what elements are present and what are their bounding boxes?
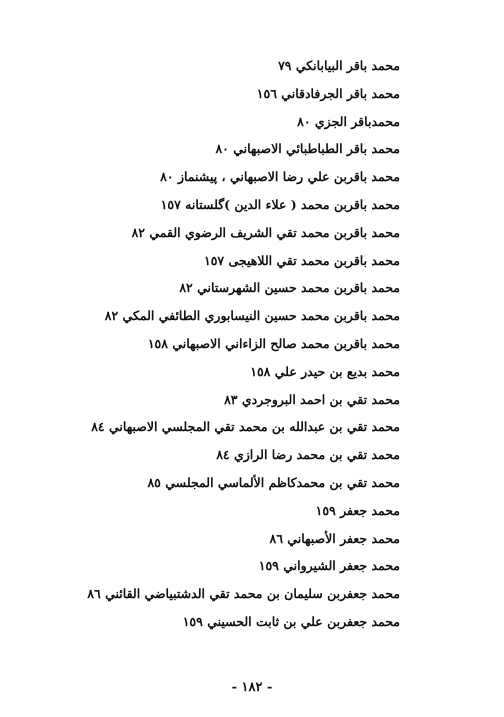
index-entry: محمد باقربن محمد حسين النيسابوري الطائفي المكي ٨٢ (104, 308, 400, 324)
index-entry: محمد باقربن علي رضا الاصبهاني ، پيشنماز ٨٠ (160, 169, 400, 185)
index-entry: محمد باقر البيابانكي ٧٩ (278, 58, 400, 73)
index-entry: محمد تقي بن عبدالله بن محمد تقي المجلسي الاصبهاني ٨٤ (91, 419, 400, 435)
index-entry: محمد جعفر الشيرواني ١٥٩ (258, 558, 400, 574)
index-entry: محمد باقربن محمد ( علاء الدين )گلستانه ١٥٧ (160, 196, 400, 212)
index-entry: محمد بديع بن حيدر علي ١٥٨ (250, 363, 400, 379)
index-entry: محمد تقي بن احمد البروجردي ٨٣ (224, 391, 400, 407)
page-number: - ١٨٢ - (231, 680, 273, 695)
index-entry: محمد جعفربن علي بن ثابت الحسيني ١٥٩ (182, 613, 400, 629)
index-entry: محمد باقربن محمد تقي الشريف الرضوي القمي ٨٢ (131, 224, 400, 240)
index-entry: محمد باقر الطباطبائي الاصبهاني ٨٠ (215, 141, 400, 157)
index-entry: محمد باقربن محمد حسين الشهرستاني ٨٢ (179, 280, 400, 296)
index-entry: محمدباقر الجزي ٨٠ (297, 113, 400, 129)
index-entry: محمد جعفر ١٥٩ (315, 502, 400, 518)
index-entry: محمد جعفربن سليمان بن محمد تقي الدشتبياضي القائني ٨٦ (87, 586, 400, 602)
index-entry: محمد باقربن محمد صالح الزاءاني الاصبهاني ١٥٨ (147, 335, 400, 351)
index-entry: محمد جعفر الأصبهاني ٨٦ (269, 530, 400, 546)
index-entry: محمد باقربن محمد تقي اللاهيجى ١٥٧ (204, 252, 400, 268)
index-entry: محمد تقي بن محمدكاظم الألماسي المجلسي ٨٥ (147, 474, 400, 490)
index-list (40, 52, 400, 636)
index-entry: محمد باقر الجرفادقاني ١٥٦ (256, 85, 400, 101)
index-entry: محمد تقي بن محمد رضا الرازي ٨٤ (216, 447, 400, 463)
